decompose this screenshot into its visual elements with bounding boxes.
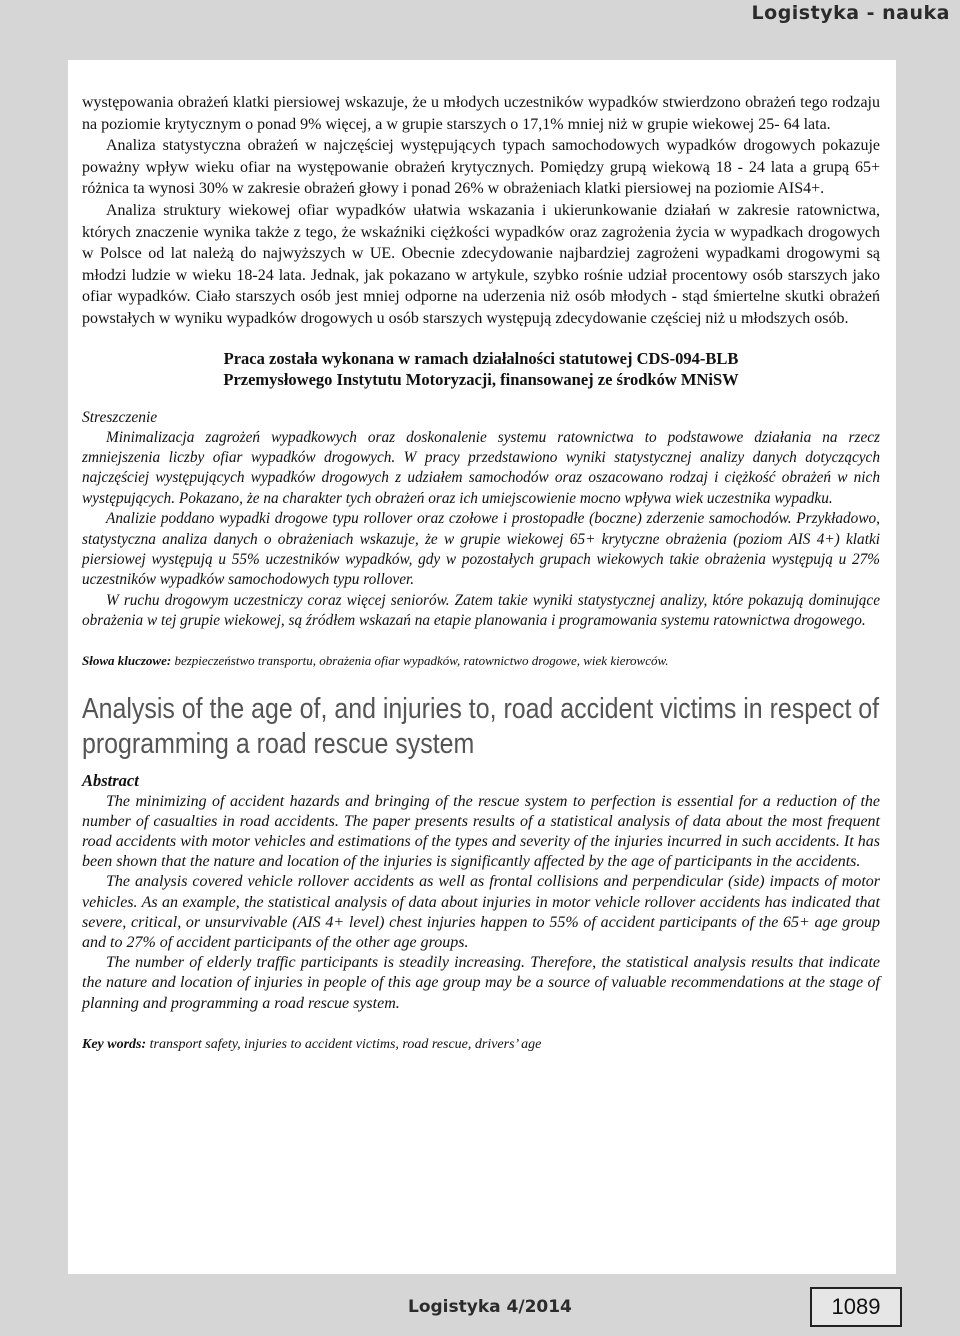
funding-line-1: Praca została wykonana w ramach działalności statutowej CDS-094-BLB	[223, 348, 739, 368]
article-content	[82, 92, 880, 1054]
body-paragraph-2: Analiza statystyczna obrażeń w najczęściej występujących typach samochodowych wypadków drogowych pokazuje poważny wpływ wieku ofiar na występowanie obrażeń krytycznych. Pomiędzy grupą wiekową 18 - 24 lata a grupą 65+ różnica ta wynosi 30% w zakresie obrażeń głowy i ponad 26% w obrażeniach klatki piersiowej na poziomie AIS4+.	[82, 137, 880, 198]
abstract-paragraph-1: The minimizing of accident hazards and bringing of the rescue system to perfection is essential for a reduction of the number of casualties in road accidents. The paper presents results of a statistical analysis of data about the most frequent road accidents with motor vehicles and estimations of the types and severity of the injuries incurred in such accidents. It has been shown that the nature and location of the injuries is significantly affected by the age of participants in the accidents.	[82, 792, 880, 871]
body-paragraph-3: Analiza struktury wiekowej ofiar wypadków ułatwia wskazania i ukierunkowanie działań w zakresie ratownictwa, których znaczenie wynika także z tego, że wskaźniki ciężkości wypadków oraz zagrożenia życia w wypadkach drogowych w Polsce od lat należą do najwyższych w UE. Obecnie zdecydowanie najbardziej zagrożeni wypadkami drogowymi są młodzi ludzie w wieku 18-24 lata. Jednak, jak pokazano w artykule, szybko rośnie udział procentowy osób starszych jako ofiar wypadków. Ciało starszych osób jest mniej odporne na uderzenia niż osób młodych - stąd śmiertelne skutki obrażeń powstałych w wyniku wypadków drogowych u osób starszych występują zdecydowanie częściej niż u młodszych osób.	[82, 201, 880, 327]
slowa-kluczowe-label: Słowa kluczowe:	[82, 652, 172, 668]
key-words-label: Key words:	[82, 1036, 147, 1052]
abstract-paragraph-3: The number of elderly traffic participants is steadily increasing. Therefore, the statistical analysis results that indicate the nature and location of injuries in people of this age group may be a source of valuable recommendations at the stage of planning and programming a road rescue system.	[82, 954, 880, 1012]
streszczenie-paragraph-3: W ruchu drogowym uczestniczy coraz więcej seniorów. Zatem takie wyniki statystycznej analizy, które pokazują dominujące obrażenia w tej grupie wiekowej, są źródłem wskazań na etapie planowania i programowania systemu ratownictwa drogowego.	[82, 591, 880, 630]
english-title: Analysis of the age of, and injuries to, road accident victims in respect of programming a road rescue system	[82, 692, 880, 760]
streszczenie-paragraph-1: Minimalizacja zagrożeń wypadkowych oraz doskonalenie systemu ratownictwa to podstawowe działania na rzecz zmniejszenia liczby ofiar wypadków drogowych. W pracy przedstawiono wyniki statystycznej analizy danych dotyczących najczęściej występujących wypadków drogowych z udziałem samochodów oraz oszacowano rodzaj i ciężkość obrażeń w nich występujących. Pokazano, że na charakter tych obrażeń oraz ich umiejscowienie mocno wpływa wiek uczestnika wypadku.	[82, 428, 880, 507]
slowa-kluczowe-text: bezpieczeństwo transportu, obrażenia ofiar wypadków, ratownictwo drogowe, wiek kierowców.	[171, 652, 669, 668]
key-words	[82, 1036, 880, 1054]
footer-journal: Logistyka 4/2014	[408, 1297, 572, 1317]
running-header: Logistyka - nauka	[751, 2, 950, 24]
page-number: 1089	[810, 1287, 902, 1327]
funding-line-2: Przemysłowego Instytutu Motoryzacji, finansowanej ze środków MNiSW	[223, 369, 739, 389]
slowa-kluczowe	[82, 652, 880, 670]
abstract-heading: Abstract	[82, 770, 139, 790]
abstract-paragraph-2: The analysis covered vehicle rollover accidents as well as frontal collisions and perpendicular (side) impacts of motor vehicles. As an example, the statistical analysis of data about injuries in motor vehicle rollover accidents has indicated that severe, critical, or unsurvivable (AIS 4+ level) chest injuries happen to 55% of accident participants of the 65+ age group and to 27% of accident participants of the other age groups.	[82, 873, 880, 952]
body-paragraph-1: występowania obrażeń klatki piersiowej wskazuje, że u młodych uczestników wypadków stwierdzono obrażeń tego rodzaju na poziomie krytycznym o ponad 9% więcej, a w grupie starszych o 17,1% mniej niż w grupie wiekowej 25- 64 lata.	[82, 94, 880, 133]
streszczenie-heading: Streszczenie	[82, 408, 158, 426]
funding-note	[82, 348, 880, 390]
key-words-text: transport safety, injuries to accident victims, road rescue, drivers’ age	[146, 1036, 542, 1052]
streszczenie-paragraph-2: Analizie poddano wypadki drogowe typu rollover oraz czołowe i prostopadłe (boczne) zderzenie samochodów. Przykładowo, statystyczna analiza danych o obrażeniach wskazuje, że w grupie wiekowej 65+ krytyczne obrażenia (poziom AIS 4+) klatki piersiowej występują u 55% uczestników wypadków, gdy w pozostałych grupach wiekowych takie obrażenia występują u 27% uczestników wypadków samochodowych typu rollover.	[82, 510, 880, 589]
